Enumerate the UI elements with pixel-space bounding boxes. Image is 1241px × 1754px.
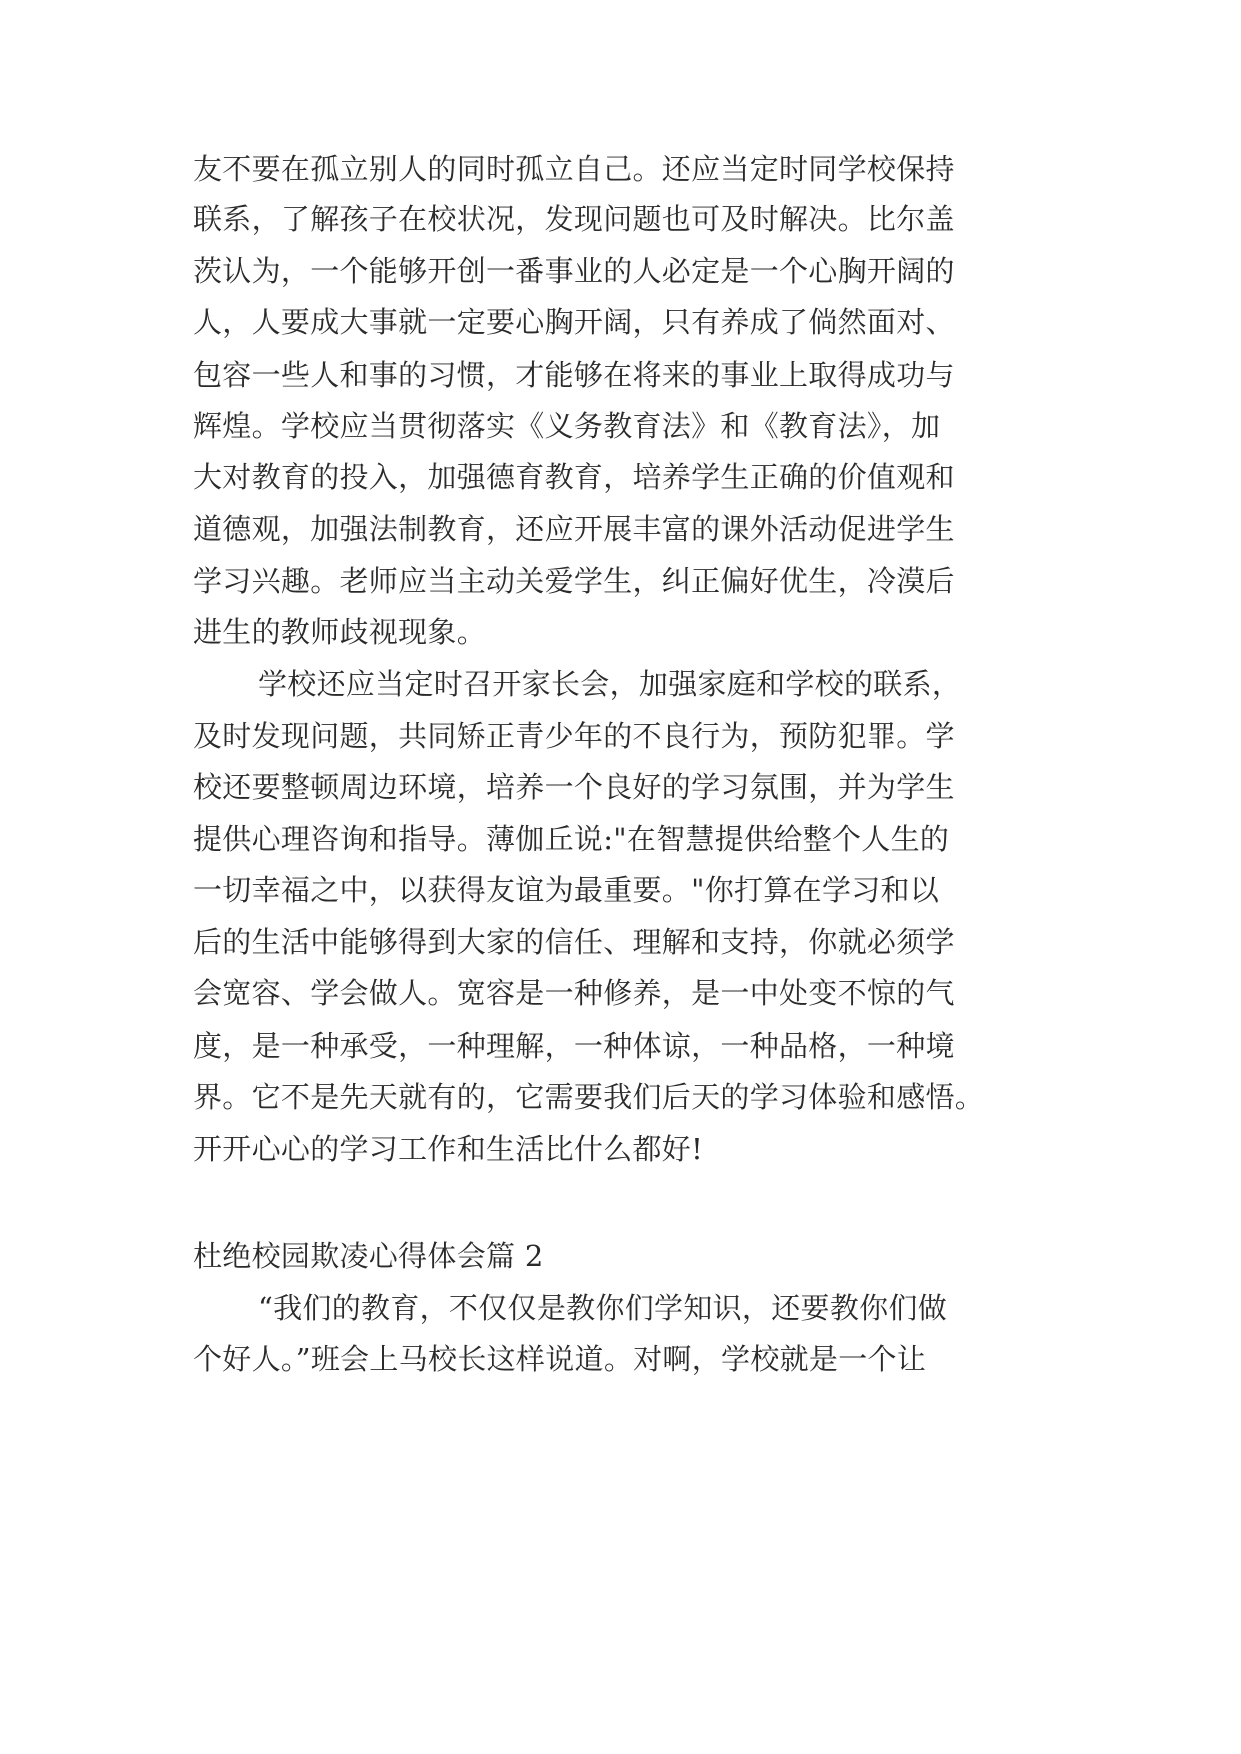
paragraph-2-line-8: 度，是一种承受，一种理解，一种体谅，一种品格，一种境 xyxy=(193,1029,955,1063)
paragraph-1-line-10: 进生的教师歧视现象。 xyxy=(193,615,487,649)
paragraph-1-line-5: 包容一些人和事的习惯，才能够在将来的事业上取得成功与 xyxy=(193,358,955,392)
paragraph-1-line-2: 联系，了解孩子在校状况，发现问题也可及时解决。比尔盖 xyxy=(193,202,955,236)
paragraph-1-line-6: 辉煌。学校应当贯彻落实《义务教育法》和《教育法》，加 xyxy=(193,409,941,443)
paragraph-1-line-4: 人，人要成大事就一定要心胸开阔，只有养成了倘然面对、 xyxy=(193,305,955,339)
paragraph-2-line-1: 学校还应当定时召开家长会，加强家庭和学校的联系， xyxy=(258,667,962,701)
paragraph-1-line-8: 道德观，加强法制教育，还应开展丰富的课外活动促进学生 xyxy=(193,512,955,546)
paragraph-2-line-4: 提供心理咨询和指导。薄伽丘说:"在智慧提供给整个人生的 xyxy=(193,822,950,856)
paragraph-2-line-5: 一切幸福之中，以获得友谊为最重要。"你打算在学习和以 xyxy=(193,873,940,907)
paragraph-1-line-1: 友不要在孤立别人的同时孤立自己。还应当定时同学校保持 xyxy=(193,152,955,186)
paragraph-2-line-3: 校还要整顿周边环境，培养一个良好的学习氛围，并为学生 xyxy=(193,770,955,804)
paragraph-1-line-9: 学习兴趣。老师应当主动关爱学生，纠正偏好优生，冷漠后 xyxy=(193,564,955,598)
paragraph-2-line-6: 后的生活中能够得到大家的信任、理解和支持，你就必须学 xyxy=(193,925,955,959)
paragraph-2-line-7: 会宽容、学会做人。宽容是一种修养，是一中处变不惊的气 xyxy=(193,976,955,1010)
paragraph-1-line-3: 茨认为，一个能够开创一番事业的人必定是一个心胸开阔的 xyxy=(193,254,955,288)
section-heading: 杜绝校园欺凌心得体会篇 2 xyxy=(193,1239,544,1273)
paragraph-2-line-10: 开开心心的学习工作和生活比什么都好! xyxy=(193,1132,704,1166)
paragraph-2-line-9: 界。它不是先天就有的，它需要我们后天的学习体验和感悟。 xyxy=(193,1080,985,1114)
paragraph-2-line-2: 及时发现问题，共同矫正青少年的不良行为，预防犯罪。学 xyxy=(193,719,955,753)
paragraph-3-line-1: “我们的教育，不仅仅是教你们学知识，还要教你们做 xyxy=(258,1291,948,1325)
paragraph-1-line-7: 大对教育的投入，加强德育教育，培养学生正确的价值观和 xyxy=(193,460,955,494)
paragraph-3-line-2: 个好人。”班会上马校长这样说道。对啊，学校就是一个让 xyxy=(193,1342,927,1376)
